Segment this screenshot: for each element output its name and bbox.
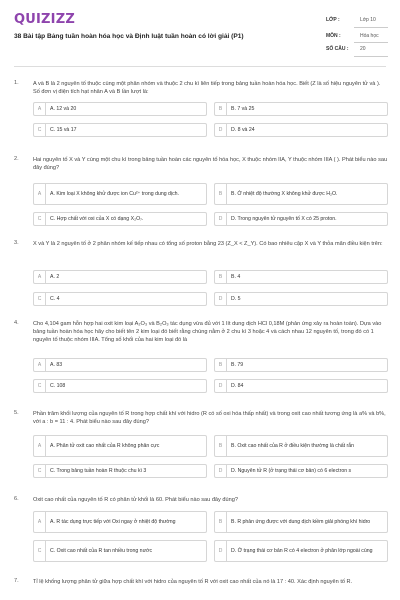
option-a[interactable] xyxy=(33,358,207,372)
option-letter: D xyxy=(215,465,227,477)
question-text: A và B là 2 nguyên tố thuộc cùng một phân nhóm và thuộc 2 chu kì liên tiếp trong bảng tuần hoàn hóa học. Biết (Z là số hiệu nguyên tử và ). Số đơn vị điện tích hạt nhân A và B lần lượt là: xyxy=(33,81,381,96)
question-text: X và Y là 2 nguyên tố ở 2 phân nhóm kế tiếp nhau có tổng số proton bằng 23 (Z_X < Z_Y). Có bao nhiêu cặp X và Y thỏa mãn điều kiện trên: xyxy=(33,241,383,247)
option-letter: C xyxy=(34,213,46,225)
option-letter: B xyxy=(215,512,227,532)
option-text: B. 79 xyxy=(231,361,244,368)
option-text: D. 5 xyxy=(231,295,241,302)
question-number: 5. xyxy=(14,410,19,416)
option-text: B. Oxit cao nhất của R ở điều kiện thường là chất rắn xyxy=(231,442,355,449)
option-text: D. Nguyên tử R (ở trạng thái cơ bản) có 6 electron s xyxy=(231,467,352,474)
header-divider xyxy=(14,66,386,67)
option-d[interactable] xyxy=(214,123,388,137)
option-text: B. 7 và 25 xyxy=(231,105,255,112)
option-c[interactable] xyxy=(33,379,207,393)
option-c[interactable] xyxy=(33,292,207,306)
question-text: Phần trăm khối lượng của nguyên tố R trong hợp chất khí với hidro (R có số oxi hóa thấp nhất) và trong oxit cao nhất tương ứng là a% và b%, với a : b = 11 : 4. Phát biểu nào sau đây đúng? xyxy=(33,411,386,426)
option-letter: C xyxy=(34,541,46,561)
question-number: 3. xyxy=(14,240,19,246)
meta-class-label: LỚP : xyxy=(326,17,340,23)
meta-subject-label: MÔN : xyxy=(326,33,341,39)
option-letter: A xyxy=(34,271,46,283)
meta-subject xyxy=(322,30,388,42)
option-letter: B xyxy=(215,359,227,371)
option-b[interactable] xyxy=(214,358,388,372)
option-letter: D xyxy=(215,124,227,136)
option-b[interactable] xyxy=(214,183,388,205)
option-letter: A xyxy=(34,103,46,115)
option-a[interactable] xyxy=(33,511,207,533)
option-letter: B xyxy=(215,103,227,115)
option-letter: A xyxy=(34,359,46,371)
option-letter: D xyxy=(215,380,227,392)
option-b[interactable] xyxy=(214,102,388,116)
option-letter: B xyxy=(215,184,227,204)
question-text: Hai nguyên tố X và Y cùng một chu kì trong bảng tuần hoàn các nguyên tố hóa học, X thuộc nhóm IIA, Y thuộc nhóm IIIA ( ). Phát biểu nào sau đây đúng? xyxy=(33,157,388,172)
divider xyxy=(354,56,388,57)
option-b[interactable] xyxy=(214,511,388,533)
option-d[interactable] xyxy=(214,464,388,478)
option-text: C. 15 và 17 xyxy=(50,126,77,133)
quizizz-logo[interactable]: QUIZIZZ xyxy=(14,12,75,27)
meta-class xyxy=(322,14,388,26)
option-letter: C xyxy=(34,124,46,136)
option-d[interactable] xyxy=(214,292,388,306)
option-text: D. Ở trạng thái cơ bản R có 4 electron ở phân lớp ngoài cùng xyxy=(231,547,373,554)
option-c[interactable] xyxy=(33,212,207,226)
question-text: Tỉ lệ khống lượng phân tử giữa hợp chất khí với hidro của nguyên tố R với oxit cao nhất của nó là 17 : 40. Xác định nguyên tố R. xyxy=(33,579,353,585)
option-letter: A xyxy=(34,436,46,456)
option-text: A. 83 xyxy=(50,361,63,368)
question-number: 2. xyxy=(14,156,19,162)
option-letter: C xyxy=(34,293,46,305)
question-number: 7. xyxy=(14,578,19,584)
option-text: A. Phân tử oxit cao nhất của R không phân cực xyxy=(50,442,160,449)
option-letter: D xyxy=(215,541,227,561)
meta-subject-value: Hóa học xyxy=(360,33,379,39)
option-text: A. R tác dụng trực tiếp với Oxi ngay ở nhiệt độ thường xyxy=(50,518,176,525)
option-c[interactable] xyxy=(33,464,207,478)
option-b[interactable] xyxy=(214,435,388,457)
meta-count-value: 20 xyxy=(360,46,366,52)
option-text: C. Hợp chất với oxi của X có dạng X₂O₇. xyxy=(50,215,144,222)
divider xyxy=(354,27,388,28)
option-a[interactable] xyxy=(33,270,207,284)
question-text: Oxit cao nhất của nguyên tố R có phân tử khối là 60. Phát biểu nào sau đây đúng? xyxy=(33,497,238,503)
option-text: A. Kim loại X không khử được ion Cu²⁺ trong dung dịch. xyxy=(50,190,180,197)
option-a[interactable] xyxy=(33,435,207,457)
option-text: B. 4 xyxy=(231,273,241,280)
option-b[interactable] xyxy=(214,270,388,284)
option-letter: B xyxy=(215,436,227,456)
meta-question-count xyxy=(322,43,388,55)
option-text: C. Oxit cao nhất của R tan nhiều trong nước xyxy=(50,547,153,554)
question-number: 1. xyxy=(14,80,19,86)
option-text: A. 2 xyxy=(50,273,60,280)
option-c[interactable] xyxy=(33,540,207,562)
option-letter: C xyxy=(34,465,46,477)
option-letter: C xyxy=(34,380,46,392)
option-text: B. Ở nhiệt độ thường X không khử được H₂O. xyxy=(231,190,338,197)
option-a[interactable] xyxy=(33,183,207,205)
option-d[interactable] xyxy=(214,540,388,562)
question-number: 4. xyxy=(14,320,19,326)
option-a[interactable] xyxy=(33,102,207,116)
option-d[interactable] xyxy=(214,379,388,393)
meta-count-label: SỐ CÂU : xyxy=(326,46,349,52)
page-header xyxy=(0,0,400,66)
option-text: D. 8 và 24 xyxy=(231,126,255,133)
question-text: Cho 4,104 gam hỗn hợp hai oxit kim loại A₂O₃ và B₂O₃ tác dụng vừa đủ với 1 lít dung dịch HCl 0,18M (phản ứng xảy ra hoàn toàn). Dựa vào bảng tuần hoàn hóa học hãy cho biết tên 2 kim loại đó biết rằng chúng nằm ở 2 chu kì 3 hoặc 4 và cách nhau 12 nguyên tố, trong đó có 1 nguyên tố thuộc nhóm IIIA. Tổng số khối của hai kim loại đó là xyxy=(33,321,382,344)
option-text: C. 4 xyxy=(50,295,60,302)
option-letter: D xyxy=(215,213,227,225)
option-text: B. R phản ứng được với dung dịch kiềm giải phóng khí hidro xyxy=(231,518,371,525)
option-text: C. 108 xyxy=(50,382,66,389)
option-text: C. Trong bảng tuần hoàn R thuộc chu kì 3 xyxy=(50,467,147,474)
option-text: D. 84 xyxy=(231,382,244,389)
option-d[interactable] xyxy=(214,212,388,226)
option-letter: D xyxy=(215,293,227,305)
meta-class-value: Lớp 10 xyxy=(360,17,376,23)
option-text: A. 12 và 20 xyxy=(50,105,77,112)
document-title: 38 Bài tập Bảng tuần hoàn hóa học và Định luật tuần hoàn có lời giải (P1) xyxy=(14,33,244,40)
option-text: D. Trong nguyên tử nguyên tố X có 25 proton. xyxy=(231,215,337,222)
option-letter: A xyxy=(34,184,46,204)
option-letter: B xyxy=(215,271,227,283)
question-number: 6. xyxy=(14,496,19,502)
option-c[interactable] xyxy=(33,123,207,137)
option-letter: A xyxy=(34,512,46,532)
